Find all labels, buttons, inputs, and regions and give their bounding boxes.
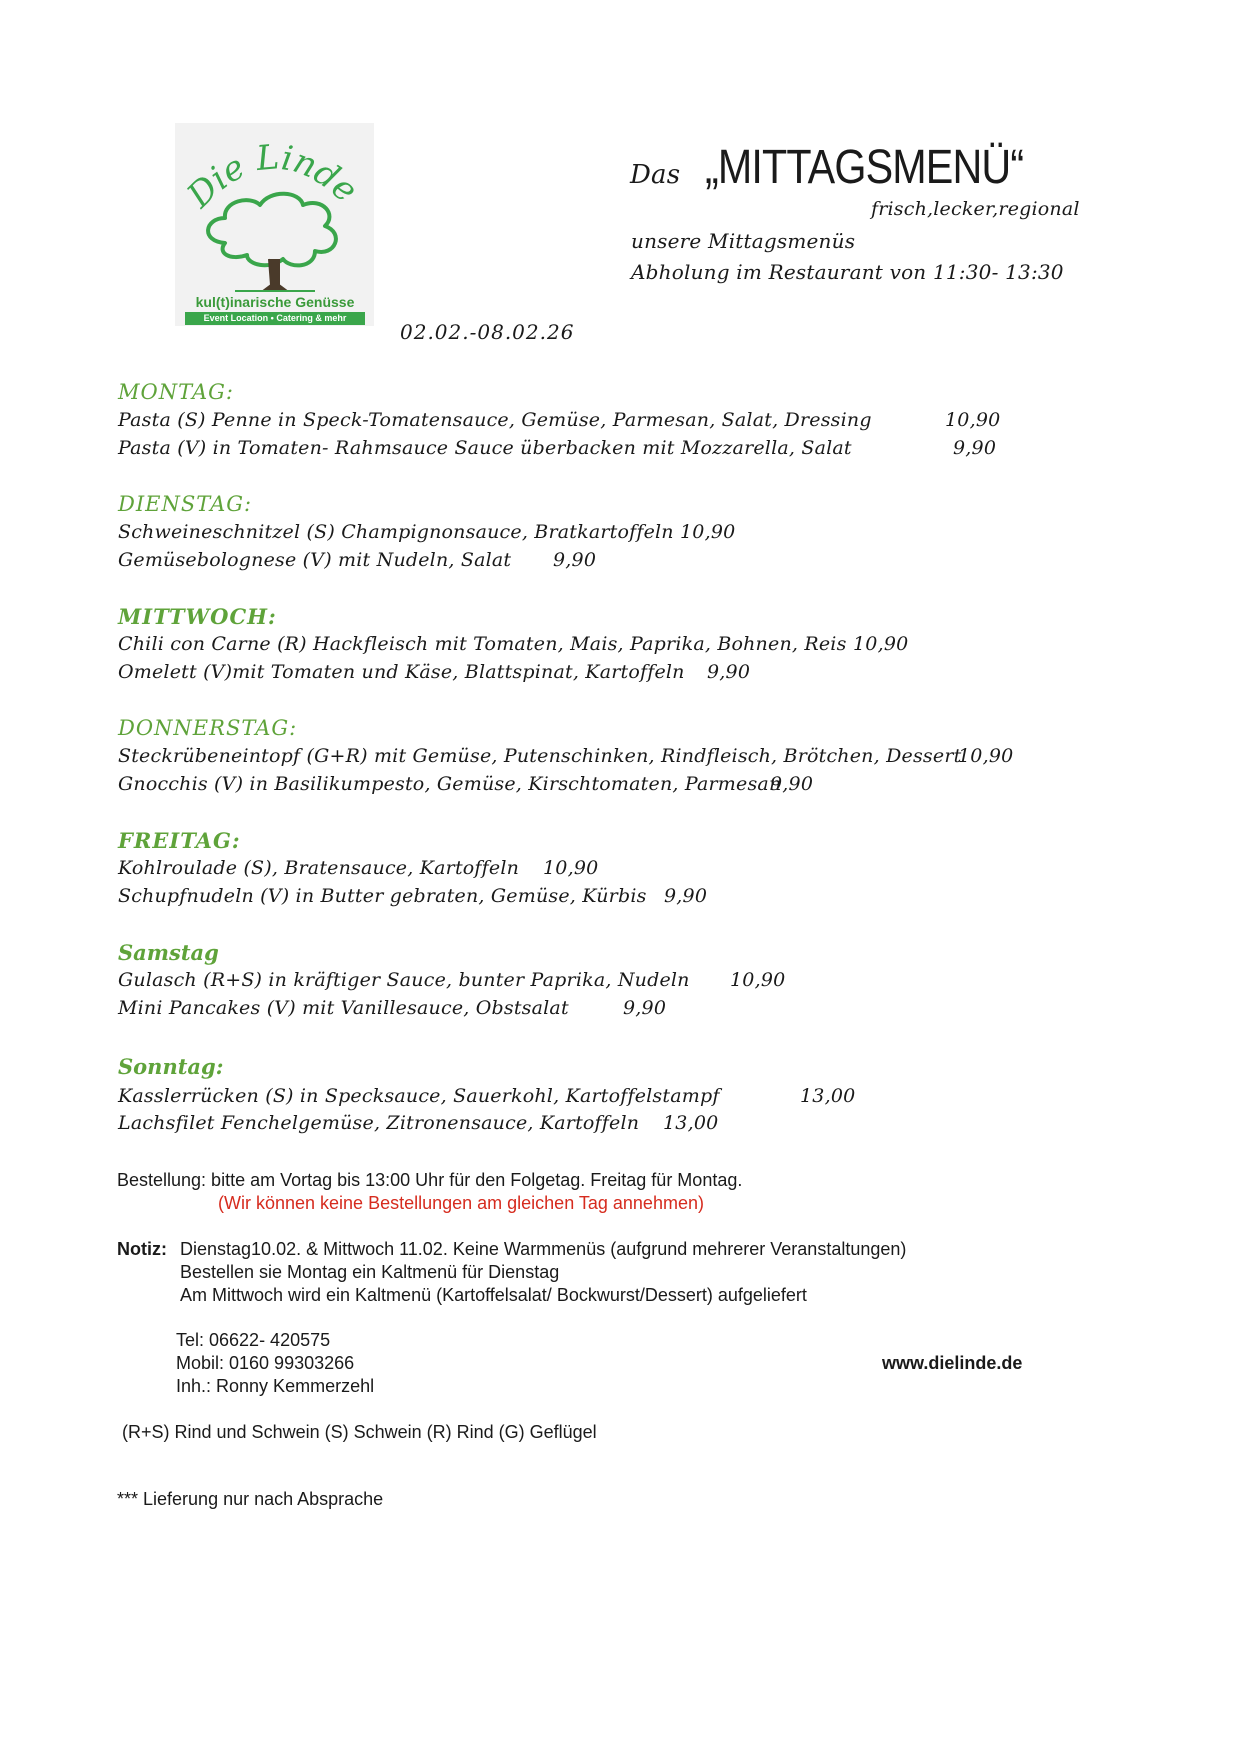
day-heading-mittwoch: MITTWOCH: (118, 604, 277, 629)
menu-item-text: Pasta (V) in Tomaten- Rahmsauce Sauce überbacken mit Mozzarella, Salat (118, 437, 852, 459)
logo-brand-text: Die Linde (179, 137, 366, 216)
menu-item-price: 9,90 (553, 549, 597, 571)
logo-subline: Event Location • Catering & mehr (185, 312, 365, 325)
day-heading-montag: MONTAG: (118, 380, 234, 404)
website-link[interactable]: www.dielinde.de (882, 1353, 1023, 1373)
menu-item-text: Gemüsebolognese (V) mit Nudeln, Salat (118, 549, 512, 571)
note-label: Notiz: (117, 1239, 167, 1259)
menu-item-price: 10,90 (543, 857, 599, 879)
day-heading-samstag: Samstag (118, 940, 219, 965)
page-title: „MITTAGSMENÜ“ (705, 141, 1024, 194)
menu-item-price: 10,90 (730, 969, 786, 991)
menu-item-price: 13,00 (800, 1085, 856, 1107)
note-line-3: Am Mittwoch wird ein Kaltmenü (Kartoffelsalat/ Bockwurst/Dessert) aufgeliefert (180, 1285, 807, 1305)
order-info: Bestellung: bitte am Vortag bis 13:00 Uhr für den Folgetag. Freitag für Montag. (117, 1170, 743, 1190)
note-line-1: Dienstag10.02. & Mittwoch 11.02. Keine Warmmenüs (aufgrund mehrerer Veranstaltungen) (180, 1239, 907, 1259)
contact-owner: Inh.: Ronny Kemmerzehl (176, 1376, 375, 1396)
contact-tel: Tel: 06622- 420575 (176, 1330, 331, 1350)
menu-item-price: 9,90 (953, 437, 997, 459)
title-prefix: Das (630, 160, 681, 190)
menu-item-text: Omelett (V)mit Tomaten und Käse, Blattspinat, Kartoffeln (118, 661, 685, 683)
menu-item-text: Schupfnudeln (V) in Butter gebraten, Gemüse, Kürbis (118, 885, 647, 907)
header-line-1: unsere Mittagsmenüs (631, 229, 856, 253)
menu-item-text: Lachsfilet Fenchelgemüse, Zitronensauce, Kartoffeln (118, 1112, 640, 1134)
day-heading-freitag: FREITAG: (118, 828, 241, 853)
order-warning: (Wir können keine Bestellungen am gleichen Tag annehmen) (218, 1193, 704, 1213)
menu-item-text: Steckrübeneintopf (G+R) mit Gemüse, Putenschinken, Rindfleisch, Brötchen, Dessert (118, 745, 962, 767)
header-tagline: frisch,lecker,regional (871, 198, 1080, 220)
menu-item-price: 13,00 (663, 1112, 719, 1134)
menu-item-text: Mini Pancakes (V) mit Vanillesauce, Obstsalat (118, 997, 569, 1019)
menu-item-price: 10,90 (680, 521, 736, 543)
day-heading-dienstag: DIENSTAG: (118, 492, 253, 516)
logo (175, 123, 374, 326)
menu-item-price: 9,90 (770, 773, 814, 795)
contact-mobil: Mobil: 0160 99303266 (176, 1353, 355, 1373)
allergen-legend: (R+S) Rind und Schwein (S) Schwein (R) Rind (G) Geflügel (122, 1422, 597, 1442)
menu-item-price: 9,90 (707, 661, 751, 683)
menu-item-text: Kasslerrücken (S) in Specksauce, Sauerkohl, Kartoffelstampf (118, 1085, 720, 1107)
menu-item-text: Chili con Carne (R) Hackfleisch mit Tomaten, Mais, Paprika, Bohnen, Reis (118, 633, 847, 655)
menu-item-price: 10,90 (853, 633, 909, 655)
menu-item-text: Schweineschnitzel (S) Champignonsauce, Bratkartoffeln (118, 521, 674, 543)
menu-item-text: Kohlroulade (S), Bratensauce, Kartoffeln (118, 857, 520, 879)
logo-tagline: kul(t)inarische Genüsse (195, 294, 355, 310)
menu-item-price: 10,90 (958, 745, 1014, 767)
header-line-2: Abholung im Restaurant von 11:30- 13:30 (631, 260, 1064, 284)
menu-item-price: 10,90 (945, 409, 1001, 431)
note-line-2: Bestellen sie Montag ein Kaltmenü für Dienstag (180, 1262, 560, 1282)
svg-text:Die Linde (179, 137, 365, 216)
menu-item-price: 9,90 (664, 885, 708, 907)
day-heading-donnerstag: DONNERSTAG: (118, 716, 298, 740)
day-heading-sonntag: Sonntag: (118, 1054, 224, 1079)
menu-item-text: Gulasch (R+S) in kräftiger Sauce, bunter Paprika, Nudeln (118, 969, 690, 991)
menu-item-text: Pasta (S) Penne in Speck-Tomatensauce, Gemüse, Parmesan, Salat, Dressing (118, 409, 872, 431)
menu-item-text: Gnocchis (V) in Basilikumpesto, Gemüse, Kirschtomaten, Parmesan (118, 773, 782, 795)
delivery-note: *** Lieferung nur nach Absprache (117, 1489, 384, 1509)
menu-item-price: 9,90 (623, 997, 667, 1019)
date-range: 02.02.-08.02.26 (400, 320, 575, 344)
